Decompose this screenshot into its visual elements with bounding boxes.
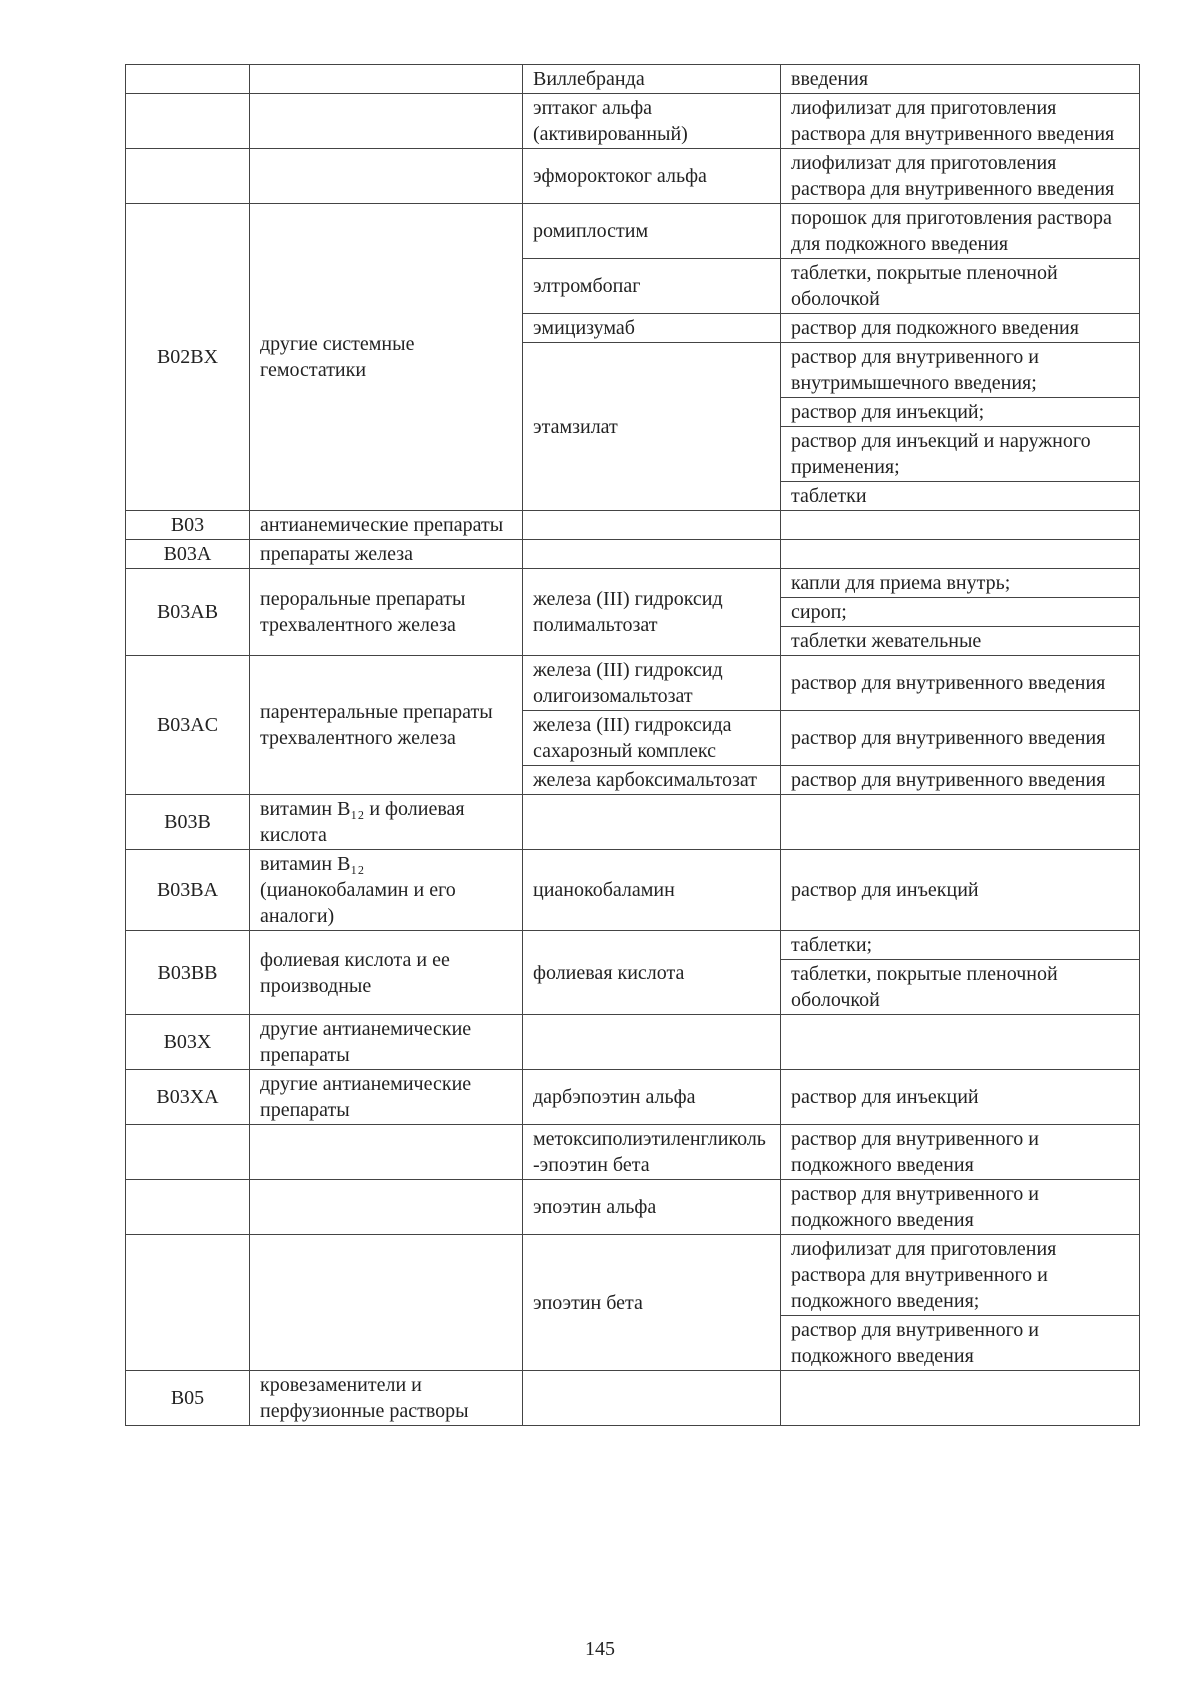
dosage-form-cell <box>781 540 1140 569</box>
drug-name-cell: фолиевая кислота <box>523 931 781 1015</box>
drug-name-cell: эмицизумаб <box>523 314 781 343</box>
dosage-form-cell: таблетки, покрытые пленочной оболочкой <box>781 259 1140 314</box>
atc-code-cell: B03B <box>126 795 250 850</box>
atc-code-cell <box>126 1180 250 1235</box>
atc-code-cell: B03AB <box>126 569 250 656</box>
dosage-form-cell: раствор для инъекций и наружного применения; <box>781 427 1140 482</box>
table-row <box>126 1180 1140 1235</box>
dosage-form-cell: капли для приема внутрь; <box>781 569 1140 598</box>
table-row <box>126 511 1140 540</box>
drug-name-cell: железа карбоксимальтозат <box>523 766 781 795</box>
table-row <box>126 795 1140 850</box>
drug-table <box>125 64 1140 1426</box>
drug-name-cell: дарбэпоэтин альфа <box>523 1070 781 1125</box>
atc-group-cell <box>250 94 523 149</box>
atc-group-cell <box>250 1180 523 1235</box>
atc-group-cell <box>250 65 523 94</box>
drug-name-cell: эпоэтин альфа <box>523 1180 781 1235</box>
table-row <box>126 540 1140 569</box>
table-row <box>126 65 1140 94</box>
atc-code-cell: B03XA <box>126 1070 250 1125</box>
dosage-form-cell: раствор для внутривенного и внутримышечного введения; <box>781 343 1140 398</box>
atc-code-cell: B02BX <box>126 204 250 511</box>
drug-name-cell <box>523 511 781 540</box>
page-number: 145 <box>585 1638 615 1660</box>
table-row <box>126 850 1140 931</box>
atc-group-cell <box>250 1125 523 1180</box>
table-row <box>126 1125 1140 1180</box>
atc-code-cell <box>126 65 250 94</box>
dosage-form-cell: раствор для внутривенного и подкожного введения <box>781 1180 1140 1235</box>
table-row <box>126 1015 1140 1070</box>
table-row <box>126 569 1140 598</box>
dosage-form-cell: раствор для внутривенного и подкожного введения <box>781 1316 1140 1371</box>
dosage-form-cell: порошок для приготовления раствора для подкожного введения <box>781 204 1140 259</box>
drug-name-cell: эфмороктоког альфа <box>523 149 781 204</box>
atc-code-cell <box>126 1125 250 1180</box>
drug-name-cell <box>523 795 781 850</box>
dosage-form-cell: лиофилизат для приготовления раствора для внутривенного введения <box>781 94 1140 149</box>
drug-name-cell: железа (III) гидроксид полимальтозат <box>523 569 781 656</box>
atc-group-cell <box>250 149 523 204</box>
dosage-form-cell: раствор для внутривенного введения <box>781 656 1140 711</box>
drug-name-cell: элтромбопаг <box>523 259 781 314</box>
atc-code-cell: B03BA <box>126 850 250 931</box>
atc-code-cell: B03AC <box>126 656 250 795</box>
table-row <box>126 94 1140 149</box>
drug-name-cell <box>523 540 781 569</box>
atc-code-cell <box>126 1235 250 1371</box>
atc-group-cell: другие антианемические препараты <box>250 1015 523 1070</box>
table-row <box>126 1235 1140 1316</box>
drug-name-cell: ромиплостим <box>523 204 781 259</box>
drug-name-cell <box>523 1371 781 1426</box>
dosage-form-cell: таблетки, покрытые пленочной оболочкой <box>781 960 1140 1015</box>
dosage-form-cell: сироп; <box>781 598 1140 627</box>
atc-group-cell: кровезаменители и перфузионные растворы <box>250 1371 523 1426</box>
drug-name-cell: железа (III) гидроксида сахарозный комплекс <box>523 711 781 766</box>
table-row <box>126 656 1140 711</box>
atc-group-cell: витамин B₁₂ и фолиевая кислота <box>250 795 523 850</box>
atc-group-cell: антианемические препараты <box>250 511 523 540</box>
dosage-form-cell: лиофилизат для приготовления раствора для внутривенного введения <box>781 149 1140 204</box>
atc-code-cell: B03BB <box>126 931 250 1015</box>
dosage-form-cell <box>781 1015 1140 1070</box>
atc-group-cell <box>250 1235 523 1371</box>
drug-name-cell: цианокобаламин <box>523 850 781 931</box>
dosage-form-cell: раствор для инъекций <box>781 850 1140 931</box>
atc-group-cell: фолиевая кислота и ее производные <box>250 931 523 1015</box>
dosage-form-cell: раствор для внутривенного и подкожного введения <box>781 1125 1140 1180</box>
table-row <box>126 1371 1140 1426</box>
table-row <box>126 1070 1140 1125</box>
drug-name-cell: этамзилат <box>523 343 781 511</box>
dosage-form-cell: раствор для подкожного введения <box>781 314 1140 343</box>
drug-name-cell: железа (III) гидроксид олигоизомальтозат <box>523 656 781 711</box>
drug-name-cell: эпоэтин бета <box>523 1235 781 1371</box>
dosage-form-cell: раствор для внутривенного введения <box>781 766 1140 795</box>
atc-code-cell <box>126 94 250 149</box>
atc-code-cell: B05 <box>126 1371 250 1426</box>
atc-code-cell: B03 <box>126 511 250 540</box>
atc-group-cell: пероральные препараты трехвалентного железа <box>250 569 523 656</box>
dosage-form-cell <box>781 511 1140 540</box>
dosage-form-cell: раствор для инъекций <box>781 1070 1140 1125</box>
dosage-form-cell: раствор для внутривенного введения <box>781 711 1140 766</box>
atc-group-cell: парентеральные препараты трехвалентного железа <box>250 656 523 795</box>
dosage-form-cell <box>781 795 1140 850</box>
atc-group-cell: другие системные гемостатики <box>250 204 523 511</box>
atc-group-cell: препараты железа <box>250 540 523 569</box>
table-row <box>126 931 1140 960</box>
atc-code-cell: B03X <box>126 1015 250 1070</box>
dosage-form-cell: таблетки жевательные <box>781 627 1140 656</box>
dosage-form-cell: введения <box>781 65 1140 94</box>
dosage-form-cell: таблетки; <box>781 931 1140 960</box>
dosage-form-cell: таблетки <box>781 482 1140 511</box>
dosage-form-cell: раствор для инъекций; <box>781 398 1140 427</box>
drug-name-cell: эптаког альфа (активированный) <box>523 94 781 149</box>
drug-name-cell: метоксиполиэтиленгликоль-эпоэтин бета <box>523 1125 781 1180</box>
table-row <box>126 204 1140 259</box>
dosage-form-cell <box>781 1371 1140 1426</box>
atc-group-cell: витамин B₁₂ (цианокобаламин и его аналоги) <box>250 850 523 931</box>
atc-code-cell <box>126 149 250 204</box>
dosage-form-cell: лиофилизат для приготовления раствора для внутривенного и подкожного введения; <box>781 1235 1140 1316</box>
table-row <box>126 149 1140 204</box>
atc-code-cell: B03A <box>126 540 250 569</box>
drug-name-cell <box>523 1015 781 1070</box>
drug-name-cell: Виллебранда <box>523 65 781 94</box>
atc-group-cell: другие антианемические препараты <box>250 1070 523 1125</box>
